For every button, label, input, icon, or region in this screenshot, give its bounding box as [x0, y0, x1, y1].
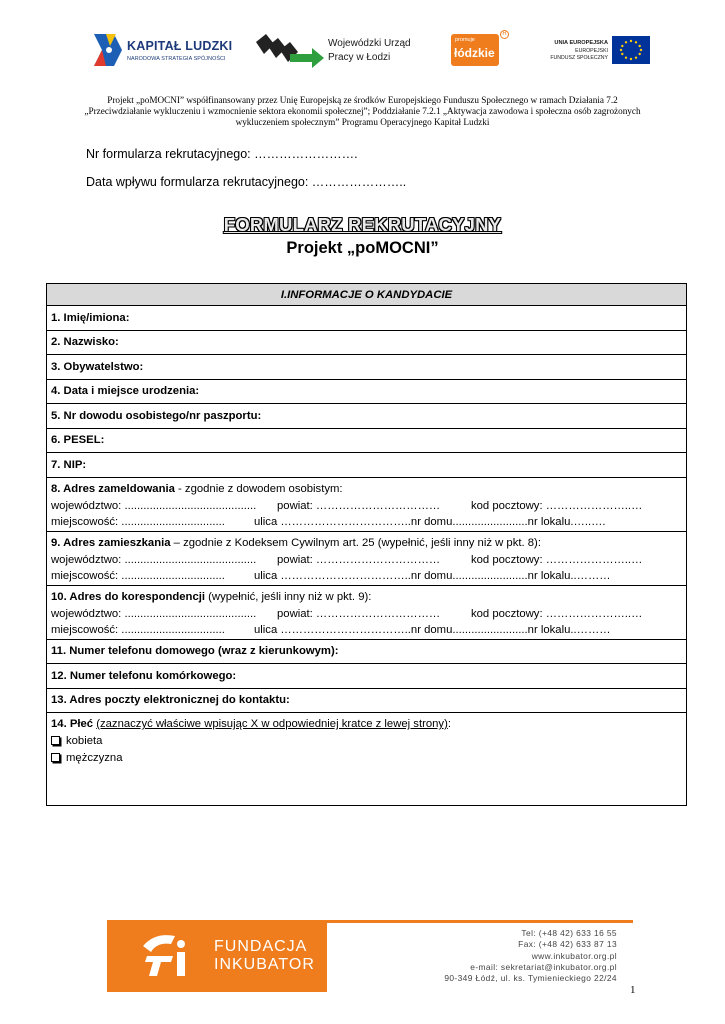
postal-code-field: kod pocztowy: …………………..… — [471, 553, 643, 566]
kapital-ludzki-emblem-icon — [92, 30, 124, 70]
county-field: powiat: …………………………… — [277, 499, 441, 512]
registered-mark-icon: R — [500, 30, 509, 39]
option-label: kobieta — [66, 735, 103, 747]
gender-option-male[interactable] — [51, 750, 682, 767]
row-label: 2. Nazwisko: — [51, 336, 119, 349]
project-cofinancing-note: Projekt „poMOCNI” współfinansowany przez Unię Europejską ze środków Europejskiego Funduszu Społecznego w ramach Działania 7.2 „Przeciwdziałanie wykluczeniu i wzmocnienie sektora ekonomii społecznej”; Poddziałanie 7.2.1 „Aktywacja zawodowa i społeczna osób zagrożonych wykluczeniem społecznym” Programu Operacyjnego Kapitał Ludzki — [84, 95, 641, 127]
wup-logo — [256, 28, 411, 72]
row-label: 12. Numer telefonu komórkowego: — [51, 669, 237, 682]
footer-web-link[interactable]: www.inkubator.org.pl — [531, 950, 617, 961]
gender-label: 14. Płeć — [51, 718, 94, 730]
row-label: 1. Imię/imiona: — [51, 311, 130, 324]
gender-instruction: (zaznaczyć właściwe wpisując X w odpowiedniej kratce z lewej strony) — [96, 718, 448, 730]
eu-logo — [548, 28, 650, 72]
voivodeship-field: województwo: .......................................... — [51, 553, 257, 566]
address-label: 8. Adres zameldowania — [51, 482, 175, 495]
footer-tel: Tel: (+48 42) 633 16 55 — [521, 928, 617, 938]
lodzkie-badge — [451, 34, 499, 66]
table-row-residence-address[interactable] — [47, 532, 686, 586]
table-row-birth[interactable] — [47, 380, 686, 405]
town-field: miejscowość: ................................. — [51, 624, 225, 636]
row-label: 4. Data i miejsce urodzenia: — [51, 385, 200, 398]
section-header — [47, 284, 686, 306]
table-row-first-name[interactable] — [47, 306, 686, 331]
address-line-1 — [51, 552, 682, 569]
street-field: ulica ……………………………..nr domu........................nr lokalu.…..…. — [254, 516, 606, 528]
eu-line1: UNIA EUROPEJSKA — [554, 40, 608, 46]
footer-orange-band — [107, 920, 327, 992]
lodzkie-big-text: łódzkie — [454, 46, 495, 60]
address-line-1 — [51, 498, 682, 515]
row-label: 11. Numer telefonu domowego (wraz z kierunkowym): — [51, 645, 339, 658]
page-subtitle: Projekt „poMOCNI” — [286, 239, 439, 257]
eu-line3: FUNDUSZ SPOŁECZNY — [550, 55, 608, 61]
table-row-gender — [47, 713, 686, 805]
lodzkie-logo — [451, 28, 507, 72]
voivodeship-field: województwo: .......................................... — [51, 499, 257, 512]
row-label: 6. PESEL: — [51, 434, 105, 447]
table-row-nip[interactable] — [47, 453, 686, 478]
address-line-2 — [51, 568, 682, 585]
page-title: FORMULARZ REKRUTACYJNY — [223, 214, 502, 235]
address-heading — [51, 481, 682, 498]
footer-contacts — [444, 928, 617, 984]
town-field: miejscowość: ................................. — [51, 570, 225, 582]
form-number-field: Nr formularza rekrutacyjnego: ……………………. — [86, 147, 358, 161]
table-row-id-document[interactable] — [47, 404, 686, 429]
postal-code-field: kod pocztowy: …………………..… — [471, 499, 643, 512]
logo-strip — [0, 28, 725, 72]
town-field: miejscowość: ................................. — [51, 516, 225, 528]
gender-option-female[interactable] — [51, 733, 682, 750]
address-label: 10. Adres do korespondencji — [51, 590, 206, 603]
lodzkie-small-text: promuje — [455, 37, 475, 43]
address-label: 9. Adres zamieszkania — [51, 536, 171, 549]
footer-email-link[interactable]: e-mail: sekretariat@inkubator.org.pl — [470, 961, 617, 972]
address-line-1 — [51, 606, 682, 623]
checkbox-male[interactable] — [51, 753, 60, 762]
address-line-2 — [51, 514, 682, 531]
wup-name-line2: Pracy w Łodzi — [328, 52, 391, 63]
address-note: - zgodnie z dowodem osobistym: — [174, 482, 343, 495]
county-field: powiat: …………………………… — [277, 607, 441, 620]
kapital-ludzki-logo — [92, 28, 240, 72]
row-label: 3. Obywatelstwo: — [51, 360, 144, 373]
table-row-home-phone[interactable] — [47, 640, 686, 665]
footer-fax: Fax: (+48 42) 633 87 13 — [518, 939, 617, 950]
checkbox-female[interactable] — [51, 736, 60, 745]
postal-code-field: kod pocztowy: …………………..… — [471, 607, 643, 620]
table-row-pesel[interactable] — [47, 429, 686, 454]
section-header-label: I.INFORMACJE O KANDYDACIE — [280, 288, 453, 301]
footer-org-name-line1: FUNDACJA — [214, 938, 308, 955]
fundacja-inkubator-logo-icon — [135, 930, 195, 984]
voivodeship-field: województwo: .......................................... — [51, 607, 257, 620]
table-row-citizenship[interactable] — [47, 355, 686, 380]
address-heading — [51, 589, 682, 606]
wup-name-line1: Wojewódzki Urząd — [328, 38, 411, 49]
receipt-date-field: Data wpływu formularza rekrutacyjnego: ………………….. — [86, 175, 407, 189]
address-heading — [51, 535, 682, 552]
table-row-registered-address[interactable] — [47, 478, 686, 532]
table-row-mobile-phone[interactable] — [47, 664, 686, 689]
table-row-email[interactable] — [47, 689, 686, 714]
footer-divider — [327, 920, 633, 923]
wup-emblem-icon — [256, 32, 324, 68]
footer-banner — [107, 920, 633, 992]
address-note: (wypełnić, jeśli inny niż w pkt. 9): — [205, 590, 372, 603]
address-note: – zgodnie z Kodeksem Cywilnym art. 25 (wypełnić, jeśli inny niż w pkt. 8): — [170, 536, 541, 549]
eu-flag-icon — [612, 36, 650, 64]
street-field: ulica ……………………………..nr domu........................nr lokalu..……… — [254, 624, 611, 636]
row-label: 7. NIP: — [51, 458, 87, 471]
gender-suffix: : — [447, 718, 451, 730]
kapital-ludzki-subtitle: NARODOWA STRATEGIA SPÓJNOŚCI — [127, 56, 226, 62]
street-field: ulica ……………………………..nr domu........................nr lokalu..……… — [254, 570, 611, 582]
eu-line2: EUROPEJSKI — [575, 48, 608, 54]
page-number: 1 — [630, 984, 636, 996]
county-field: powiat: …………………………… — [277, 553, 441, 566]
row-label: 13. Adres poczty elektronicznej do kontaktu: — [51, 694, 290, 707]
kapital-ludzki-title: KAPITAŁ LUDZKI — [127, 39, 233, 53]
candidate-info-table — [46, 283, 687, 806]
footer-address: 90-349 Łódź, ul. ks. Tymienieckiego 22/24 — [444, 973, 617, 984]
row-label: 5. Nr dowodu osobistego/nr paszportu: — [51, 409, 262, 422]
gender-heading — [51, 716, 682, 733]
table-row-correspondence-address[interactable] — [47, 586, 686, 640]
table-row-surname[interactable] — [47, 331, 686, 356]
address-line-2 — [51, 622, 682, 639]
option-label: mężczyzna — [66, 752, 123, 764]
footer-org-name-line2: INKUBATOR — [214, 956, 315, 973]
